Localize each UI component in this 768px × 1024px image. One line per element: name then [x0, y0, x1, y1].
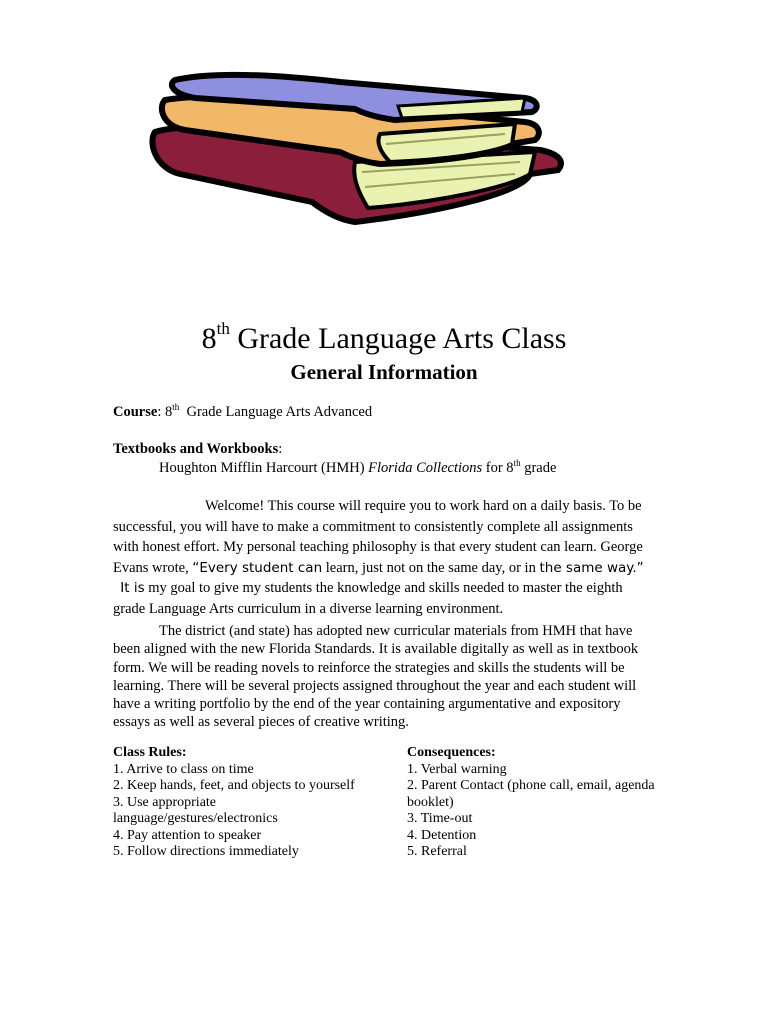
textbook-publisher: Houghton Mifflin Harcourt (HMH)	[159, 460, 369, 476]
class-rules-heading: Class Rules:	[113, 745, 187, 760]
list-item: 5. Referral	[407, 844, 467, 859]
course-colon: : 8	[157, 404, 173, 420]
quote-middle: learn, just not on the same day, or in	[322, 559, 540, 576]
title-number: 8	[201, 322, 217, 355]
list-item: 3. Time-out	[407, 811, 473, 826]
consequences-heading: Consequences:	[407, 745, 496, 760]
list-item: 4. Detention	[407, 827, 477, 843]
title-superscript: th	[216, 319, 230, 338]
course-value: Grade Language Arts Advanced	[179, 404, 373, 420]
district-paragraph	[113, 622, 658, 732]
goal-lead: It is	[120, 580, 145, 596]
class-rules-list	[113, 745, 373, 861]
textbooks-label: Textbooks and Workbooks	[113, 441, 279, 457]
course-label: Course	[113, 404, 158, 420]
district-text: The district (and state) has adopted new curricular materials from HMH that have been aligned with the new Florida Standards. It is available digitally as well as in textbook form. We will be reading novels to reinforce the strategies and skills the students will be learning. There will be several projects assigned throughout the year and each student will have a writing portfolio by the end of the year containing argumentative and expository essays as well as several pieces of creative writing.	[113, 623, 639, 731]
textbook-grade: grade	[520, 460, 557, 476]
list-item: 2. Keep hands, feet, and objects to yourself	[113, 778, 355, 793]
consequences-list	[407, 745, 662, 861]
list-item: 1. Arrive to class on time	[113, 761, 254, 777]
title-text: Grade Language Arts Class	[229, 322, 567, 355]
textbook-title: Florida Collections	[368, 460, 483, 476]
course-superscript: th	[172, 402, 180, 412]
quote-close: the same way.”	[539, 559, 644, 576]
list-item: 5. Follow directions immediately	[113, 844, 299, 859]
welcome-paragraph	[113, 496, 658, 619]
quote-open: “Every student can	[192, 559, 323, 576]
goal-text: my goal to give my students the knowledge and skills needed to master the eighth grade Language Arts curriculum in a diverse learning environment.	[113, 580, 623, 617]
page-subtitle: General Information	[290, 360, 478, 384]
textbooks-colon: :	[278, 441, 283, 457]
textbook-for: for 8	[482, 460, 514, 476]
welcome-text: Welcome! This course will require you to work hard on a daily basis. To be successful, you will have to make a commitment to consistently complete all assignments with honest effort. My personal teaching philosophy is that every student can learn. George Evans wrote,	[113, 498, 643, 576]
list-item: 2. Parent Contact (phone call, email, agenda booklet)	[407, 778, 655, 810]
list-item: 1. Verbal warning	[407, 761, 507, 777]
stack-of-books-icon	[140, 62, 570, 232]
textbooks-line	[159, 460, 556, 477]
course-line	[113, 404, 372, 421]
textbooks-heading	[113, 441, 282, 458]
page-title	[0, 319, 768, 356]
textbook-superscript: th	[513, 458, 521, 468]
list-item: 3. Use appropriate language/gestures/electronics	[113, 794, 278, 826]
list-item: 4. Pay attention to speaker	[113, 827, 262, 843]
